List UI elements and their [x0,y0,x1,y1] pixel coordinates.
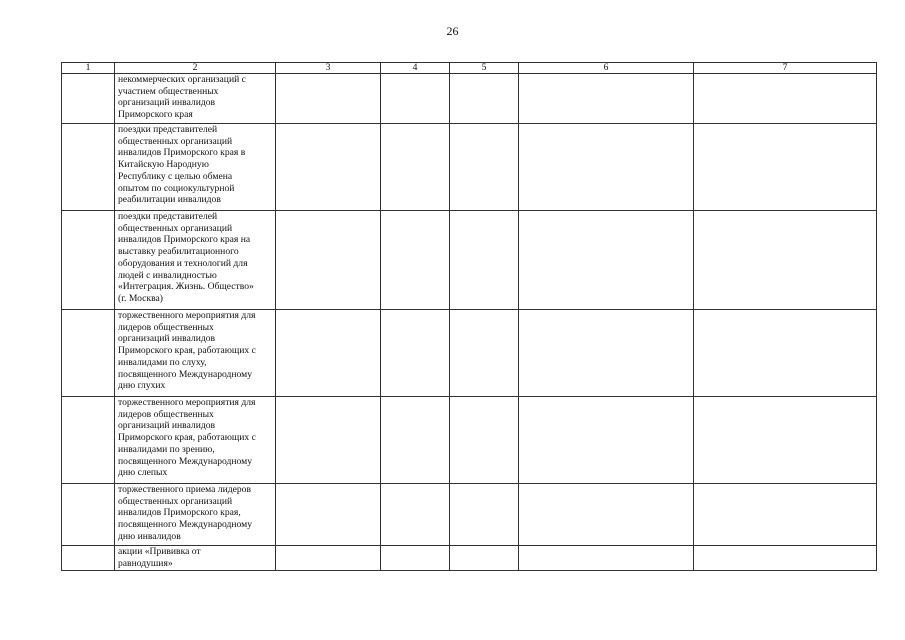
table-cell [519,74,694,124]
table-cell [450,397,519,484]
column-header: 4 [381,63,450,74]
table-cell [450,74,519,124]
table-cell [450,310,519,397]
table-cell-description: некоммерческих организаций с участием общественных организаций инвалидов Приморского края [115,74,276,124]
column-header: 6 [519,63,694,74]
table-cell [62,211,115,310]
table-cell-description: поездки представителей общественных организаций инвалидов Приморского края на выставку реабилитационного оборудования и технологий для людей с инвалидностью «Интеграция. Жизнь. Общество» (г. Москва) [115,211,276,310]
table-cell [276,310,381,397]
table-cell [519,310,694,397]
table-cell [276,124,381,211]
table-cell [381,397,450,484]
table-cell [450,211,519,310]
column-header: 2 [115,63,276,74]
table-row [62,124,877,211]
table-cell [450,124,519,211]
table-cell [694,211,877,310]
table-cell [381,546,450,571]
table-cell [62,397,115,484]
column-header: 7 [694,63,877,74]
table-cell [62,310,115,397]
table-cell [694,397,877,484]
table-cell [450,546,519,571]
table-cell [276,74,381,124]
table-cell [694,484,877,546]
column-header: 3 [276,63,381,74]
table-cell [519,124,694,211]
table-cell [694,74,877,124]
table-row [62,397,877,484]
table-cell [381,74,450,124]
table-cell-description: торжественного мероприятия для лидеров общественных организаций инвалидов Приморского края, работающих с инвалидами по слуху, посвященного Международному дню глухих [115,310,276,397]
table-row [62,546,877,571]
table-cell [276,211,381,310]
table-cell [62,546,115,571]
table-cell [276,484,381,546]
table-cell [519,397,694,484]
table-cell [519,484,694,546]
table-row [62,310,877,397]
table-cell [694,546,877,571]
table-cell-description: акции «Прививка от равнодушия» [115,546,276,571]
table-row [62,74,877,124]
column-header: 5 [450,63,519,74]
table-cell [62,484,115,546]
table-header-row [62,63,877,74]
table-cell-description: поездки представителей общественных организаций инвалидов Приморского края в Китайскую Народную Республику с целью обмена опытом по социокультурной реабилитации инвалидов [115,124,276,211]
table-cell [381,211,450,310]
table-cell [62,74,115,124]
table-cell [519,546,694,571]
table-cell [381,124,450,211]
table-cell [381,484,450,546]
table-cell-description: торжественного приема лидеров общественных организаций инвалидов Приморского края, посвященного Международному дню инвалидов [115,484,276,546]
table-row [62,484,877,546]
table-cell [276,397,381,484]
table-cell [694,124,877,211]
table-cell [450,484,519,546]
document-table [61,62,877,571]
table-cell [519,211,694,310]
page-number: 26 [446,24,459,38]
table-row [62,211,877,310]
table-cell [694,310,877,397]
table-cell [62,124,115,211]
table-cell [381,310,450,397]
table-cell [276,546,381,571]
table-cell-description: торжественного мероприятия для лидеров общественных организаций инвалидов Приморского края, работающих с инвалидами по зрению, посвященного Международному дню слепых [115,397,276,484]
column-header: 1 [62,63,115,74]
